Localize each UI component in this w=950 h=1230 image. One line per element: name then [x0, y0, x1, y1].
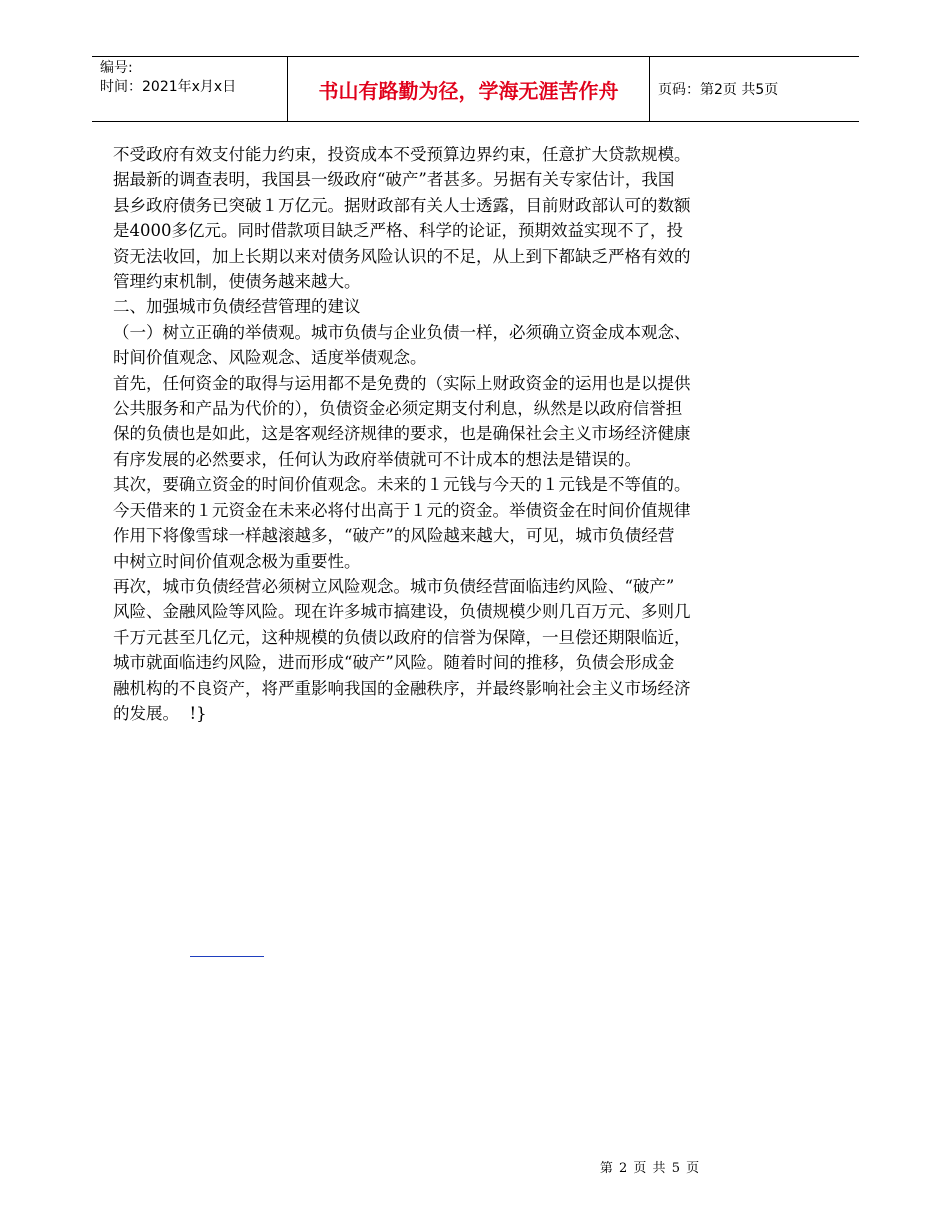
body-line: 时间价值观念、风险观念、适度举债观念。 — [113, 348, 427, 368]
body-line: 的发展。 !} — [113, 703, 207, 723]
body-line: 管理约束机制，使债务越来越大。 — [113, 272, 361, 292]
body-line: 千万元甚至几亿元，这种规模的负债以政府的信誉为保障，一旦偿还期限临近， — [113, 627, 691, 647]
body-line: 有序发展的必然要求，任何认为政府举债就可不计成本的想法是错误的。 — [113, 449, 641, 469]
body-line: 首先，任何资金的取得与运用都不是免费的（实际上财政资金的运用也是以提供 — [113, 373, 691, 393]
time-label: 时间：2021年x月x日 — [100, 79, 237, 95]
document-header — [92, 56, 859, 122]
body-line: 保的负债也是如此，这是客观经济规律的要求，也是确保社会主义市场经济健康 — [113, 424, 691, 444]
body-line: 作用下将像雪球一样越滚越多，“破产”的风险越来越大，可见，城市负债经营 — [113, 526, 675, 546]
body-line: 今天借来的１元资金在未来必将付出高于１元的资金。举债资金在时间价值规律 — [113, 500, 691, 520]
number-label: 编号: — [100, 60, 133, 76]
body-line: 再次，城市负债经营必须树立风险观念。城市负债经营面临违约风险、“破产” — [113, 576, 675, 596]
page-footer: 第 2 页 共 5 页 — [599, 1161, 701, 1176]
header-motto: 书山有路勤为径，学海无涯苦作舟 — [288, 57, 650, 121]
body-line: 城市就面临违约风险，进而形成“破产”风险。随着时间的推移，负债会形成金 — [113, 653, 675, 673]
body-line: 据最新的调查表明，我国县一级政府“破产”者甚多。另据有关专家估计，我国 — [113, 170, 675, 190]
body-line: 是4000多亿元。同时借款项目缺乏严格、科学的论证，预期效益实现不了，投 — [113, 221, 683, 241]
hyperlink-underline[interactable] — [190, 956, 264, 957]
body-line: 资无法收回，加上长期以来对债务风险认识的不足，从上到下都缺乏严格有效的 — [113, 246, 691, 266]
body-line: （一）树立正确的举债观。城市负债与企业负债一样，必须确立资金成本观念、 — [113, 322, 691, 342]
body-line: 公共服务和产品为代价的），负债资金必须定期支付利息，纵然是以政府信誉担 — [113, 399, 683, 419]
body-text — [113, 142, 773, 726]
header-page-info: 页码：第2页 共5页 — [658, 82, 779, 98]
body-line: 不受政府有效支付能力约束，投资成本不受预算边界约束，任意扩大贷款规模。 — [113, 145, 691, 164]
body-line: 融机构的不良资产，将严重影响我国的金融秩序，并最终影响社会主义市场经济 — [113, 678, 691, 698]
header-meta — [92, 57, 288, 121]
body-line: 其次，要确立资金的时间价值观念。未来的１元钱与今天的１元钱是不等值的。 — [113, 475, 691, 495]
section-heading: 二、加强城市负债经营管理的建议 — [113, 297, 361, 317]
body-line: 中树立时间价值观念极为重要性。 — [113, 551, 361, 571]
body-line: 风险、金融风险等风险。现在许多城市搞建设，负债规模少则几百万元、多则几 — [113, 602, 691, 622]
body-line: 县乡政府债务已突破１万亿元。据财政部有关人士透露，目前财政部认可的数额 — [113, 195, 691, 215]
